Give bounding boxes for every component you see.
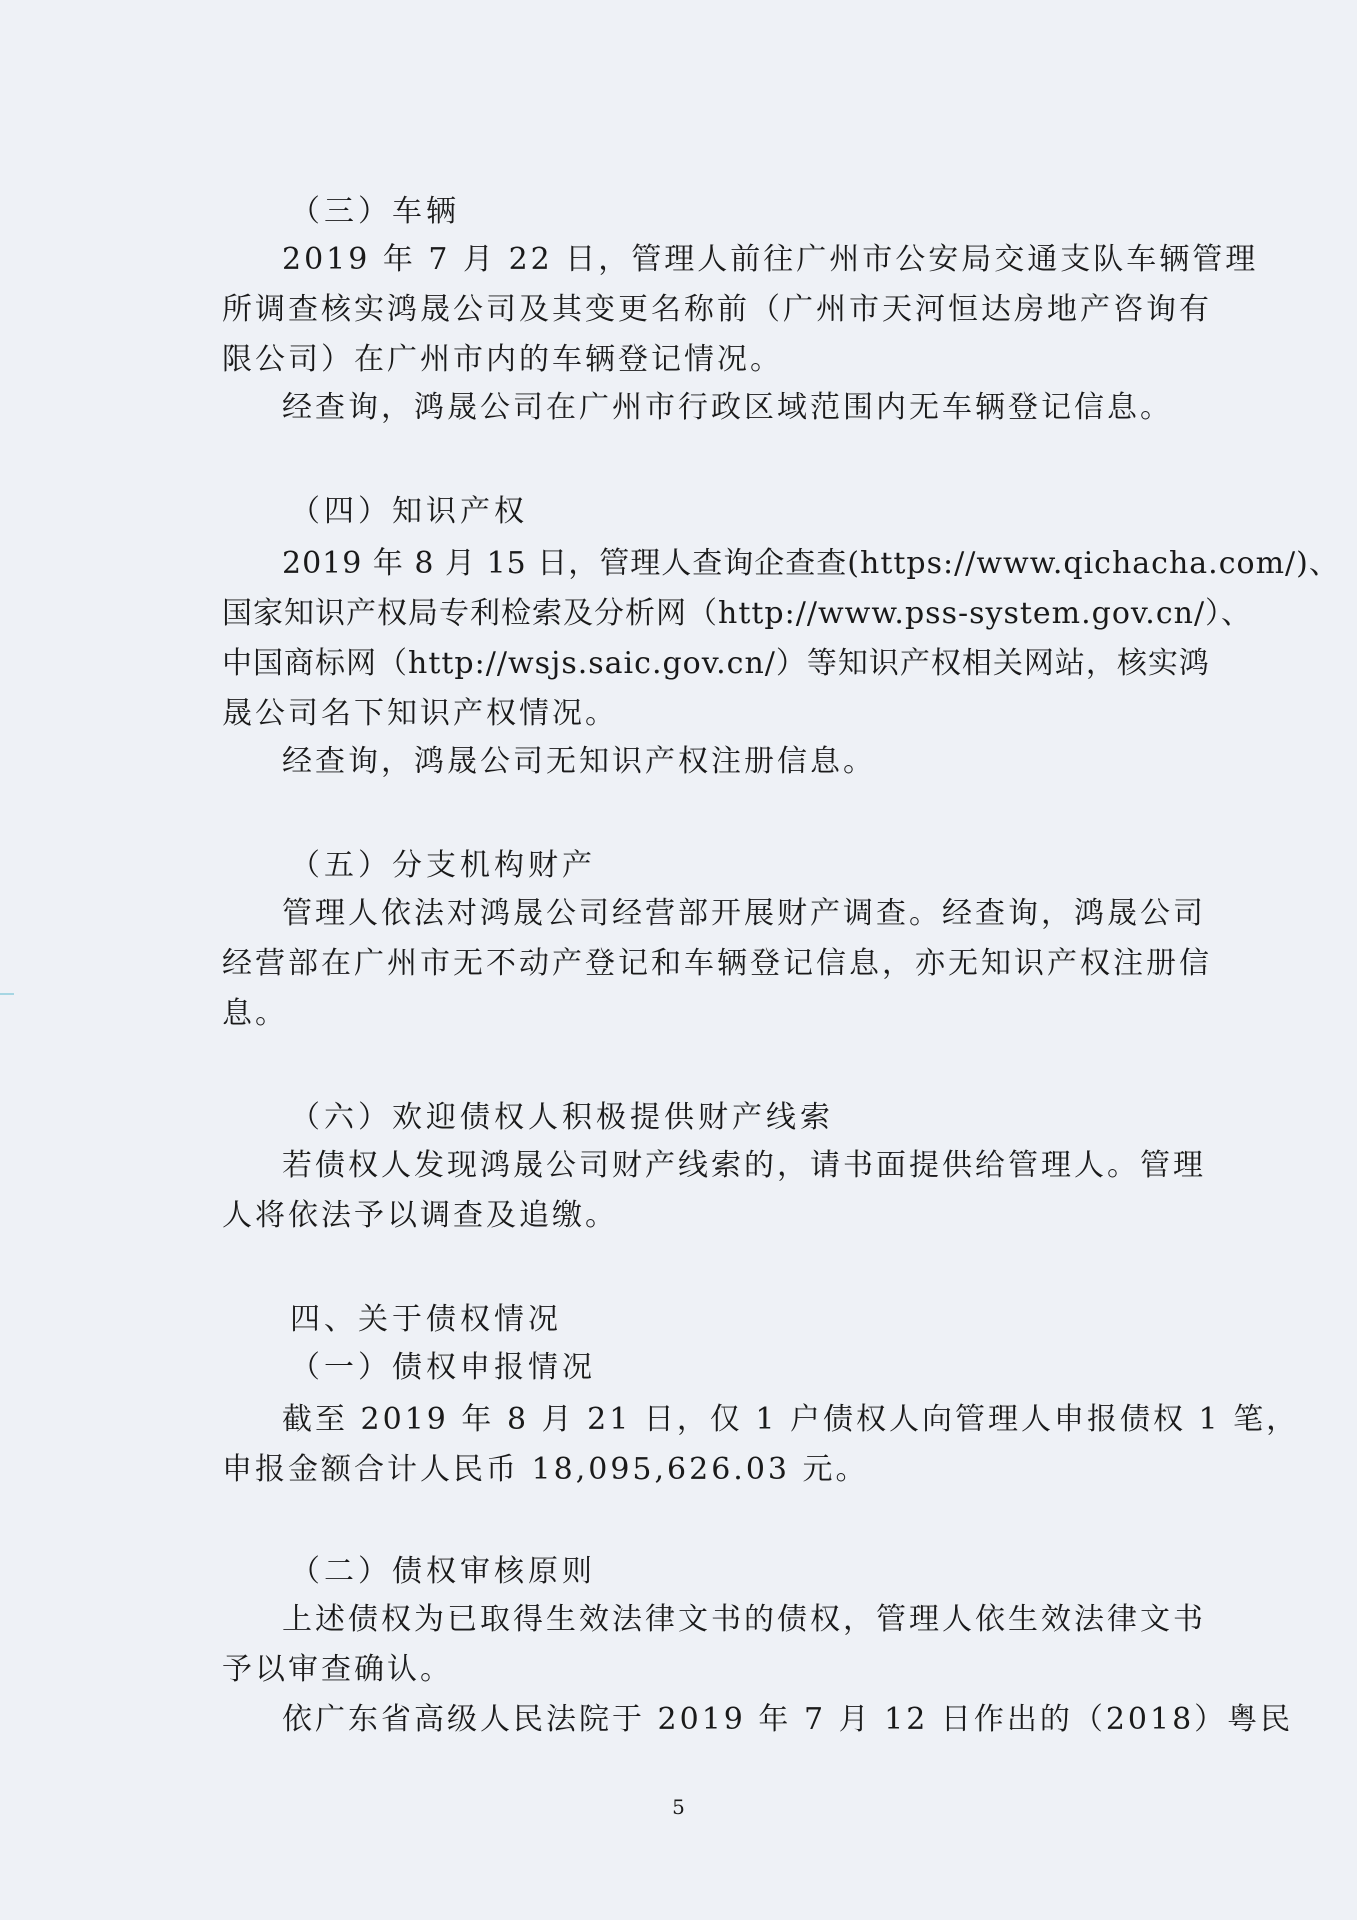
paragraph-line: 予以审查确认。 (222, 1652, 453, 1687)
heading-clues: （六）欢迎债权人积极提供财产线索 (290, 1100, 834, 1135)
paragraph-line: 国家知识产权局专利检索及分析网（http://www.pss-system.gov.cn/）、 (222, 596, 1253, 631)
paragraph-line: 经营部在广州市无不动产登记和车辆登记信息，亦无知识产权注册信 (222, 946, 1212, 981)
heading-ip: （四）知识产权 (290, 494, 528, 529)
paragraph-line: 申报金额合计人民币 18,095,626.03 元。 (222, 1452, 869, 1487)
paragraph-line: 所调查核实鸿晟公司及其变更名称前（广州市天河恒达房地产咨询有 (222, 292, 1212, 327)
paragraph-line: 限公司）在广州市内的车辆登记情况。 (222, 342, 783, 377)
paragraph-line: 经查询，鸿晟公司在广州市行政区域范围内无车辆登记信息。 (282, 390, 1173, 425)
paragraph-line: 2019 年 7 月 22 日，管理人前往广州市公安局交通支队车辆管理 (282, 242, 1259, 277)
page-number: 5 (672, 1795, 685, 1819)
paragraph-line: 管理人依法对鸿晟公司经营部开展财产调查。经查询，鸿晟公司 (282, 896, 1206, 931)
heading-vehicles: （三）车辆 (290, 194, 460, 229)
paragraph-line: 依广东省高级人民法院于 2019 年 7 月 12 日作出的（2018）粤民 (282, 1702, 1294, 1737)
paragraph-line: 人将依法予以调查及追缴。 (222, 1198, 618, 1233)
paragraph-line: 若债权人发现鸿晟公司财产线索的，请书面提供给管理人。管理 (282, 1148, 1206, 1183)
scan-edge-mark (0, 993, 14, 995)
paragraph-line: 2019 年 8 月 15 日，管理人查询企查查(https://www.qichacha.com/)、 (282, 546, 1340, 581)
paragraph-line: 息。 (222, 996, 288, 1031)
heading-claims-review: （二）债权审核原则 (290, 1554, 596, 1589)
paragraph-line: 中国商标网（http://wsjs.saic.gov.cn/）等知识产权相关网站，核实鸿 (222, 646, 1210, 681)
paragraph-line: 晟公司名下知识产权情况。 (222, 696, 618, 731)
paragraph-line: 截至 2019 年 8 月 21 日，仅 1 户债权人向管理人申报债权 1 笔， (282, 1402, 1300, 1437)
section-title-claims: 四、关于债权情况 (290, 1302, 562, 1337)
paragraph-line: 经查询，鸿晟公司无知识产权注册信息。 (282, 744, 876, 779)
paragraph-line: 上述债权为已取得生效法律文书的债权，管理人依生效法律文书 (282, 1602, 1206, 1637)
heading-branch: （五）分支机构财产 (290, 848, 596, 883)
heading-claims-declaration: （一）债权申报情况 (290, 1350, 596, 1385)
